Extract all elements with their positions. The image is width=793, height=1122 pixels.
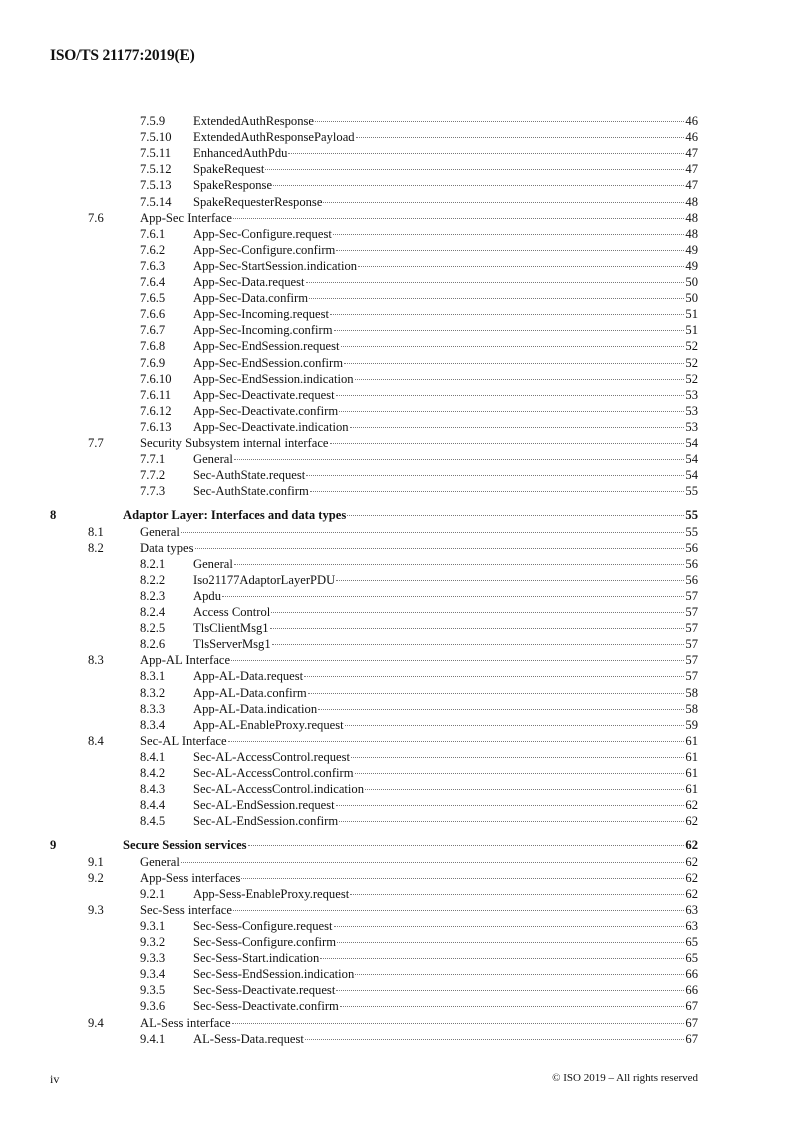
toc-entry-page: 48 — [685, 210, 698, 225]
toc-entry[interactable] — [140, 717, 698, 733]
dot-leader — [318, 709, 684, 710]
toc-entry-page: 56 — [685, 556, 698, 571]
dot-leader — [336, 805, 685, 806]
toc-entry[interactable] — [140, 966, 698, 982]
toc-entry-number: 8.4.3 — [140, 782, 166, 797]
toc-entry-number: 8.2.5 — [140, 621, 166, 636]
dot-leader — [320, 958, 684, 959]
toc-entry-page: 47 — [685, 178, 698, 193]
toc-entry[interactable] — [140, 177, 698, 193]
toc-entry-title[interactable]: AL-Sess-Data.request — [193, 1031, 304, 1046]
toc-entry-number: 7.6 — [88, 210, 104, 225]
toc-entry-page: 47 — [685, 162, 698, 177]
toc-entry-page: 67 — [685, 999, 698, 1014]
toc-entry-title[interactable]: App-Sec-Data.confirm — [193, 291, 309, 306]
toc-entry-page: 66 — [685, 983, 698, 998]
toc-entry[interactable] — [140, 797, 698, 813]
toc-entry-title[interactable]: App-Sec-Configure.request — [193, 226, 332, 241]
toc-entry-number: 8.2.4 — [140, 605, 166, 619]
toc-entry-page: 62 — [685, 870, 698, 885]
toc-entry-page: 53 — [685, 403, 698, 418]
toc-entry-page: 54 — [685, 452, 698, 467]
toc-entry-number: 8.4.1 — [140, 749, 166, 764]
toc-entry[interactable] — [88, 733, 698, 749]
toc-entry[interactable] — [140, 371, 698, 387]
toc-entry-title[interactable]: TlsClientMsg1 — [193, 621, 269, 636]
dot-leader — [228, 741, 685, 742]
toc-entry-page: 58 — [685, 701, 698, 716]
toc-entry-title[interactable]: SpakeRequest — [193, 162, 265, 177]
dot-leader — [233, 218, 684, 219]
toc-entry[interactable] — [140, 161, 698, 177]
toc-entry-number: 8.2.6 — [140, 637, 166, 652]
toc-entry-number: 7.5.9 — [140, 114, 166, 128]
toc-entry-page: 61 — [685, 766, 698, 780]
toc-entry-page: 54 — [685, 468, 698, 483]
toc-entry-title[interactable]: App-Sec-Incoming.request — [193, 307, 330, 322]
toc-entry[interactable] — [140, 588, 698, 604]
toc-entry-number: 7.5.12 — [140, 162, 172, 177]
toc-entry-title[interactable]: App-Sec-Data.request — [193, 275, 305, 289]
toc-entry-page: 50 — [685, 275, 698, 289]
dot-leader — [288, 153, 684, 154]
toc-entry[interactable] — [140, 934, 698, 950]
dot-leader — [355, 974, 684, 975]
dot-leader — [347, 515, 684, 516]
toc-entry-number: 8.2.3 — [140, 588, 166, 603]
dot-leader — [339, 411, 684, 412]
toc-entry[interactable] — [140, 242, 698, 258]
toc-entry-page: 49 — [685, 258, 698, 273]
toc-entry-title[interactable]: Sec-Sess-Start.indication — [193, 951, 320, 966]
toc-entry[interactable] — [140, 403, 698, 419]
toc-entry-title[interactable]: ExtendedAuthResponse — [193, 114, 315, 128]
dot-leader — [336, 580, 684, 581]
toc-entry-page: 67 — [685, 1015, 698, 1030]
toc-entry-title[interactable]: Sec-Sess-Deactivate.confirm — [193, 999, 339, 1014]
toc-entry-number: 8.2 — [88, 540, 104, 555]
toc-entry-title[interactable]: App-AL-EnableProxy.request — [193, 717, 344, 732]
dot-leader — [241, 878, 684, 879]
toc-entry-page: 65 — [685, 935, 698, 949]
toc-entry-title[interactable]: General — [193, 452, 233, 467]
dot-leader — [336, 250, 684, 251]
toc-entry-number: 7.6.11 — [140, 387, 172, 402]
toc-entry-page: 62 — [685, 854, 698, 869]
toc-entry[interactable] — [88, 210, 698, 226]
toc-entry-title[interactable]: App-Sec-EndSession.indication — [193, 371, 354, 386]
dot-leader — [345, 725, 685, 726]
toc-entry-title[interactable]: SpakeResponse — [193, 178, 273, 193]
dot-leader — [273, 185, 684, 186]
toc-entry[interactable] — [140, 274, 698, 290]
toc-entry-title[interactable]: Sec-AL-AccessControl.request — [193, 749, 351, 764]
dot-leader — [272, 644, 685, 645]
dot-leader — [350, 894, 684, 895]
toc-entry-number: 7.7.3 — [140, 484, 166, 499]
toc-entry-number: 9.2 — [88, 870, 104, 885]
toc-entry[interactable] — [140, 145, 698, 161]
toc-entry[interactable] — [140, 290, 698, 306]
toc-entry-page: 52 — [685, 371, 698, 386]
toc-entry[interactable] — [140, 701, 698, 717]
toc-entry-page: 65 — [685, 951, 698, 966]
toc-entry-number: 7.7.2 — [140, 468, 166, 483]
toc-entry-page: 48 — [685, 194, 698, 209]
toc-entry-number: 7.6.13 — [140, 419, 172, 434]
dot-leader — [232, 1023, 685, 1024]
dot-leader — [270, 628, 685, 629]
toc-entry[interactable] — [88, 854, 698, 870]
toc-entry-title[interactable]: Iso21177AdaptorLayerPDU — [193, 572, 336, 587]
toc-entry-number: 9.3.4 — [140, 967, 166, 982]
toc-entry-number: 8.2.2 — [140, 572, 166, 587]
toc-entry-title[interactable]: App-Sess interfaces — [140, 870, 241, 885]
toc-entry-title[interactable]: App-AL-Data.indication — [193, 701, 318, 716]
toc-entry[interactable] — [140, 338, 698, 354]
toc-entry-title[interactable]: App-Sec-EndSession.confirm — [193, 355, 344, 370]
toc-entry-number: 9.4.1 — [140, 1031, 166, 1046]
toc-entry[interactable] — [140, 467, 698, 483]
toc-entry[interactable] — [140, 556, 698, 572]
toc-entry[interactable] — [140, 918, 698, 934]
toc-entry-page: 49 — [685, 242, 698, 257]
toc-entry[interactable] — [88, 870, 698, 886]
toc-entry[interactable] — [140, 258, 698, 274]
toc-entry[interactable] — [140, 950, 698, 966]
toc-entry-number: 8.4 — [88, 733, 104, 748]
toc-entry[interactable] — [140, 685, 698, 701]
toc-entry[interactable] — [140, 483, 698, 499]
toc-entry[interactable] — [140, 451, 698, 467]
dot-leader — [310, 491, 685, 492]
toc-entry-page: 58 — [685, 685, 698, 700]
toc-entry-number: 8.3.3 — [140, 701, 166, 716]
toc-entry[interactable] — [140, 129, 698, 145]
toc-entry[interactable] — [140, 387, 698, 403]
dot-leader — [222, 596, 684, 597]
dot-leader — [306, 475, 684, 476]
toc-entry[interactable] — [140, 620, 698, 636]
toc-entry[interactable] — [140, 419, 698, 435]
dot-leader — [306, 282, 685, 283]
dot-leader — [365, 789, 684, 790]
toc-entry-page: 51 — [685, 307, 698, 322]
toc-entry-number: 8.1 — [88, 524, 104, 539]
toc-entry-title[interactable]: App-Sec-StartSession.indication — [193, 258, 358, 273]
toc-entry[interactable] — [140, 604, 698, 620]
toc-entry[interactable] — [140, 322, 698, 338]
toc-entry-title[interactable]: Sec-AL-AccessControl.confirm — [193, 766, 354, 780]
toc-entry-page: 57 — [685, 669, 698, 684]
toc-entry-number: 7.6.3 — [140, 258, 166, 273]
toc-entry-number: 8.3.2 — [140, 685, 166, 700]
dot-leader — [350, 427, 685, 428]
dot-leader — [339, 821, 684, 822]
toc-entry-page: 63 — [685, 918, 698, 933]
toc-entry-page: 61 — [685, 749, 698, 764]
toc-entry-page: 66 — [685, 967, 698, 982]
toc-entry-title[interactable]: Security Subsystem internal interface — [140, 436, 329, 450]
toc-entry[interactable] — [88, 540, 698, 556]
toc-entry-page: 62 — [685, 886, 698, 901]
toc-entry-title[interactable]: Access Control — [193, 605, 271, 619]
toc-entry-title[interactable]: SpakeRequesterResponse — [193, 194, 323, 209]
dot-leader — [351, 757, 684, 758]
dot-leader — [330, 443, 685, 444]
toc-entry-number: 9.3.1 — [140, 918, 166, 933]
toc-entry-page: 61 — [685, 782, 698, 797]
dot-leader — [341, 346, 685, 347]
dot-leader — [340, 1006, 685, 1007]
toc-entry-title[interactable]: App-Sec-Configure.confirm — [193, 242, 336, 257]
toc-entry-page: 52 — [685, 355, 698, 370]
dot-leader — [234, 459, 685, 460]
toc-entry[interactable] — [140, 355, 698, 371]
toc-entry-title[interactable]: App-Sec-Incoming.confirm — [193, 323, 333, 338]
toc-entry-title[interactable]: App-Sess-EnableProxy.request — [193, 886, 350, 901]
toc-entry-page: 62 — [685, 798, 698, 813]
toc-entry-number: 8.3.1 — [140, 669, 166, 684]
toc-entry-title[interactable]: ExtendedAuthResponsePayload — [193, 130, 355, 145]
toc-entry-number: 8.4.2 — [140, 766, 166, 780]
dot-leader — [336, 990, 684, 991]
toc-entry-title[interactable]: App-AL-Data.confirm — [193, 685, 307, 700]
toc-entry-title[interactable]: App-Sec-Deactivate.confirm — [193, 403, 339, 418]
dot-leader — [233, 910, 684, 911]
dot-leader — [231, 660, 684, 661]
toc-entry-number: 8.2.1 — [140, 556, 166, 571]
toc-entry-page: 54 — [685, 436, 698, 450]
toc-entry-number: 7.6.9 — [140, 355, 166, 370]
toc-entry[interactable] — [140, 306, 698, 322]
toc-entry-number: 9.1 — [88, 854, 104, 869]
toc-entry-number: 7.7 — [88, 436, 104, 450]
toc-entry[interactable] — [140, 113, 698, 129]
toc-entry[interactable] — [88, 652, 698, 668]
toc-entry-number: 7.5.11 — [140, 146, 172, 161]
dot-leader — [336, 395, 685, 396]
toc-entry[interactable] — [140, 749, 698, 765]
toc-entry-title[interactable]: Sec-AuthState.request — [193, 468, 306, 483]
toc-entry-number: 9.3.6 — [140, 999, 166, 1014]
toc-entry-page: 55 — [685, 508, 698, 523]
toc-entry[interactable] — [140, 886, 698, 902]
toc-entry-number: 7.6.2 — [140, 242, 166, 257]
toc-entry[interactable] — [88, 524, 698, 540]
toc-entry[interactable] — [88, 435, 698, 451]
toc-entry[interactable] — [140, 813, 698, 829]
toc-entry-title[interactable]: Sec-AL-EndSession.request — [193, 798, 335, 813]
toc-entry-page: 57 — [685, 653, 698, 668]
toc-entry-title[interactable]: AL-Sess interface — [140, 1015, 231, 1030]
dot-leader — [195, 548, 685, 549]
dot-leader — [333, 234, 685, 235]
dot-leader — [181, 862, 685, 863]
toc-entry[interactable] — [140, 194, 698, 210]
toc-entry-title[interactable]: Sec-Sess-Deactivate.request — [193, 983, 336, 998]
toc-entry-title[interactable]: Adaptor Layer: Interfaces and data types — [123, 508, 347, 523]
toc-entry-page: 63 — [685, 902, 698, 917]
toc-entry-number: 7.6.10 — [140, 371, 172, 386]
toc-entry-number: 8.4.5 — [140, 814, 166, 829]
toc-entry-page: 59 — [685, 717, 698, 732]
toc-entry-page: 67 — [685, 1031, 698, 1046]
document-header: ISO/TS 21177:2019(E) — [50, 47, 195, 64]
toc-entry-title[interactable]: Sec-AL-AccessControl.indication — [193, 782, 365, 797]
toc-entry-page: 55 — [685, 524, 698, 539]
toc-entry[interactable] — [140, 982, 698, 998]
dot-leader — [330, 314, 684, 315]
toc-entry-title[interactable]: App-Sec-Deactivate.indication — [193, 419, 349, 434]
toc-entry-page: 62 — [685, 814, 698, 829]
toc-entry-page: 53 — [685, 387, 698, 402]
toc-entry-page: 53 — [685, 419, 698, 434]
dot-leader — [334, 926, 685, 927]
dot-leader — [305, 1039, 685, 1040]
dot-leader — [355, 379, 685, 380]
toc-entry-title[interactable]: App-AL-Data.request — [193, 669, 304, 684]
toc-entry-number: 9.3.2 — [140, 935, 166, 949]
dot-leader — [356, 137, 685, 138]
toc-entry-number: 8.3 — [88, 653, 104, 668]
toc-entry-page: 46 — [685, 114, 698, 128]
toc-entry-number: 9.4 — [88, 1015, 104, 1030]
toc-entry-page: 56 — [685, 540, 698, 555]
toc-entry-title[interactable]: General — [140, 524, 180, 539]
toc-entry-title[interactable]: Apdu — [193, 588, 221, 603]
toc-entry-page: 57 — [685, 637, 698, 652]
toc-entry-number: 9.3 — [88, 902, 104, 917]
toc-entry[interactable] — [50, 507, 698, 523]
toc-entry-page: 48 — [685, 226, 698, 241]
dot-leader — [323, 202, 684, 203]
toc-entry[interactable] — [140, 1031, 698, 1047]
toc-entry-page: 62 — [685, 838, 698, 853]
toc-entry-number: 7.7.1 — [140, 452, 166, 467]
toc-entry-number: 9.3.3 — [140, 951, 166, 966]
toc-entry-title[interactable]: App-Sec-Deactivate.request — [193, 387, 335, 402]
toc-entry-number: 7.6.12 — [140, 403, 172, 418]
toc-entry-number: 7.6.6 — [140, 307, 166, 322]
dot-leader — [271, 612, 684, 613]
toc-entry-title[interactable]: Secure Session services — [123, 838, 247, 853]
toc-entry-title[interactable]: App-AL Interface — [140, 653, 231, 668]
copyright-notice: © ISO 2019 – All rights reserved — [552, 1072, 698, 1084]
toc-entry-page: 61 — [685, 733, 698, 748]
toc-entry-number: 7.6.1 — [140, 226, 166, 241]
toc-entry-page: 57 — [685, 605, 698, 619]
dot-leader — [304, 676, 684, 677]
toc-entry-number: 8 — [50, 508, 57, 523]
toc-entry[interactable] — [140, 668, 698, 684]
dot-leader — [248, 845, 685, 846]
toc-entry[interactable] — [140, 765, 698, 781]
dot-leader — [358, 266, 684, 267]
toc-entry-number: 7.5.14 — [140, 194, 172, 209]
toc-entry-number: 9.2.1 — [140, 886, 166, 901]
toc-entry-page: 57 — [685, 621, 698, 636]
toc-entry-title[interactable]: Sec-AuthState.confirm — [193, 484, 309, 499]
toc-entry-number: 7.5.13 — [140, 178, 172, 193]
toc-entry[interactable] — [88, 1015, 698, 1031]
toc-entry-title[interactable]: Sec-Sess interface — [140, 902, 232, 917]
dot-leader — [308, 693, 685, 694]
toc-entry-title[interactable]: EnhancedAuthPdu — [193, 146, 288, 161]
toc-entry-number: 8.4.4 — [140, 798, 166, 813]
toc-entry[interactable] — [50, 837, 698, 853]
toc-entry-page: 51 — [685, 323, 698, 338]
toc-entry-title[interactable]: Sec-AL Interface — [140, 733, 227, 748]
toc-entry-number: 8.3.4 — [140, 717, 166, 732]
toc-entry-title[interactable]: App-Sec-EndSession.request — [193, 339, 340, 354]
toc-entry[interactable] — [140, 998, 698, 1014]
toc-entry-title[interactable]: Sec-Sess-Configure.request — [193, 918, 333, 933]
toc-entry-page: 57 — [685, 588, 698, 603]
dot-leader — [181, 532, 685, 533]
toc-entry-title[interactable]: TlsServerMsg1 — [193, 637, 271, 652]
toc-entry[interactable] — [140, 781, 698, 797]
toc-entry-number: 9.3.5 — [140, 983, 166, 998]
toc-entry-number: 7.5.10 — [140, 130, 172, 145]
toc-entry[interactable] — [140, 226, 698, 242]
toc-entry-page: 56 — [685, 572, 698, 587]
dot-leader — [337, 942, 684, 943]
toc-entry-title[interactable]: General — [193, 556, 233, 571]
toc-entry-title[interactable]: Sec-Sess-Configure.confirm — [193, 935, 337, 949]
toc-entry-number: 7.6.7 — [140, 323, 166, 338]
dot-leader — [315, 121, 684, 122]
dot-leader — [355, 773, 685, 774]
toc-entry[interactable] — [140, 636, 698, 652]
toc-entry-number: 7.6.5 — [140, 291, 166, 306]
toc-entry-page: 55 — [685, 484, 698, 499]
toc-entry-page: 52 — [685, 339, 698, 354]
dot-leader — [344, 363, 684, 364]
toc-entry-number: 7.6.4 — [140, 275, 166, 289]
toc-entry-title[interactable]: Sec-AL-EndSession.confirm — [193, 814, 339, 829]
toc-entry-title[interactable]: General — [140, 854, 180, 869]
toc-entry-page: 50 — [685, 291, 698, 306]
toc-entry-number: 7.6.8 — [140, 339, 166, 354]
toc-entry[interactable] — [140, 572, 698, 588]
toc-entry-page: 46 — [685, 130, 698, 145]
page-number: iv — [50, 1072, 60, 1086]
dot-leader — [234, 564, 685, 565]
toc-entry-number: 9 — [50, 838, 57, 853]
dot-leader — [334, 330, 685, 331]
dot-leader — [309, 298, 684, 299]
dot-leader — [265, 169, 684, 170]
toc-entry-title[interactable]: App-Sec Interface — [140, 210, 232, 225]
toc-entry-page: 47 — [685, 146, 698, 161]
toc-entry-title[interactable]: Data types — [140, 540, 194, 555]
toc-entry[interactable] — [88, 902, 698, 918]
toc-entry-title[interactable]: Sec-Sess-EndSession.indication — [193, 967, 355, 982]
